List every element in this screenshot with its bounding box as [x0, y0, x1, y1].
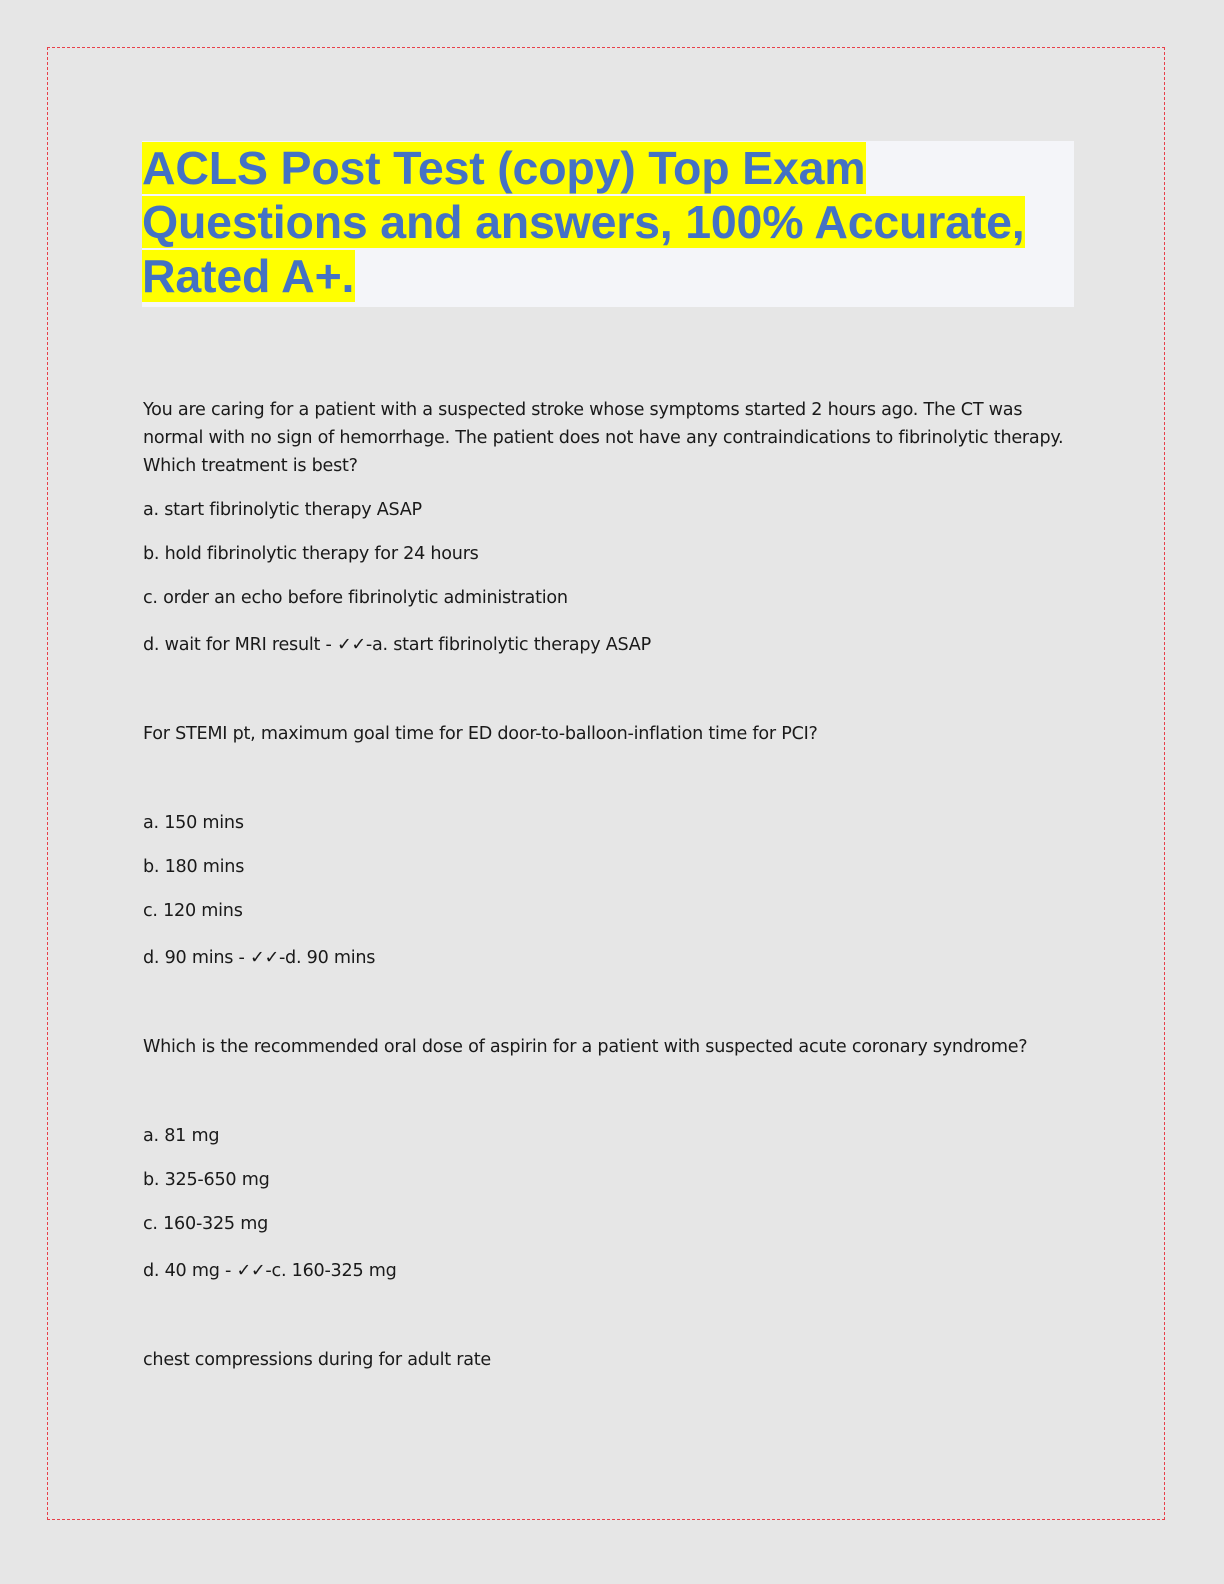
- question-2-option-c: c. 120 mins: [143, 901, 243, 921]
- title-line-3: Rated A+.: [142, 250, 355, 302]
- question-1-option-d-text: d. wait for MRI result -: [143, 635, 337, 655]
- question-3-option-b: b. 325-650 mg: [143, 1170, 270, 1190]
- title-block: [142, 141, 1074, 307]
- question-2-option-b: b. 180 mins: [143, 857, 245, 877]
- question-1-option-b: b. hold fibrinolytic therapy for 24 hours: [143, 544, 479, 564]
- question-1-option-c: c. order an echo before fibrinolytic administration: [143, 588, 568, 608]
- question-3-option-c: c. 160-325 mg: [143, 1214, 269, 1234]
- question-1-answer: -a. start fibrinolytic therapy ASAP: [365, 635, 651, 655]
- title-line-2: Questions and answers, 100% Accurate,: [142, 196, 1025, 248]
- question-3-answer: -c. 160-325 mg: [265, 1261, 397, 1281]
- check-mark-icon: ✓✓: [336, 635, 366, 655]
- question-1-prompt: You are caring for a patient with a suspected stroke whose symptoms started 2 hours ago. The CT was normal with no sign of hemorrhage. The patient does not have any contraindications to fibrinolytic therapy. Which treatment is best?: [143, 400, 1064, 476]
- question-3-prompt: Which is the recommended oral dose of aspirin for a patient with suspected acute coronary syndrome?: [143, 1037, 1028, 1057]
- question-2-option-d: [143, 944, 1068, 972]
- check-mark-icon: ✓✓: [236, 1261, 266, 1281]
- question-3-option-a: a. 81 mg: [143, 1126, 220, 1146]
- title-line-1: ACLS Post Test (copy) Top Exam: [142, 142, 866, 194]
- question-2-option-d-text: d. 90 mins -: [143, 948, 250, 968]
- question-1-option-d: [143, 631, 1068, 659]
- question-3-option-d: [143, 1257, 1068, 1285]
- check-mark-icon: ✓✓: [249, 948, 279, 968]
- question-2-option-a: a. 150 mins: [143, 813, 244, 833]
- question-2-prompt: For STEMI pt, maximum goal time for ED door-to-balloon-inflation time for PCI?: [143, 724, 818, 744]
- document-title: [142, 141, 1074, 303]
- question-2-answer: -d. 90 mins: [278, 948, 376, 968]
- question-1-option-a: a. start fibrinolytic therapy ASAP: [143, 500, 422, 520]
- question-3-option-d-text: d. 40 mg -: [143, 1261, 237, 1281]
- document-body: [143, 396, 1068, 1374]
- question-4-prompt: chest compressions during for adult rate: [143, 1350, 491, 1370]
